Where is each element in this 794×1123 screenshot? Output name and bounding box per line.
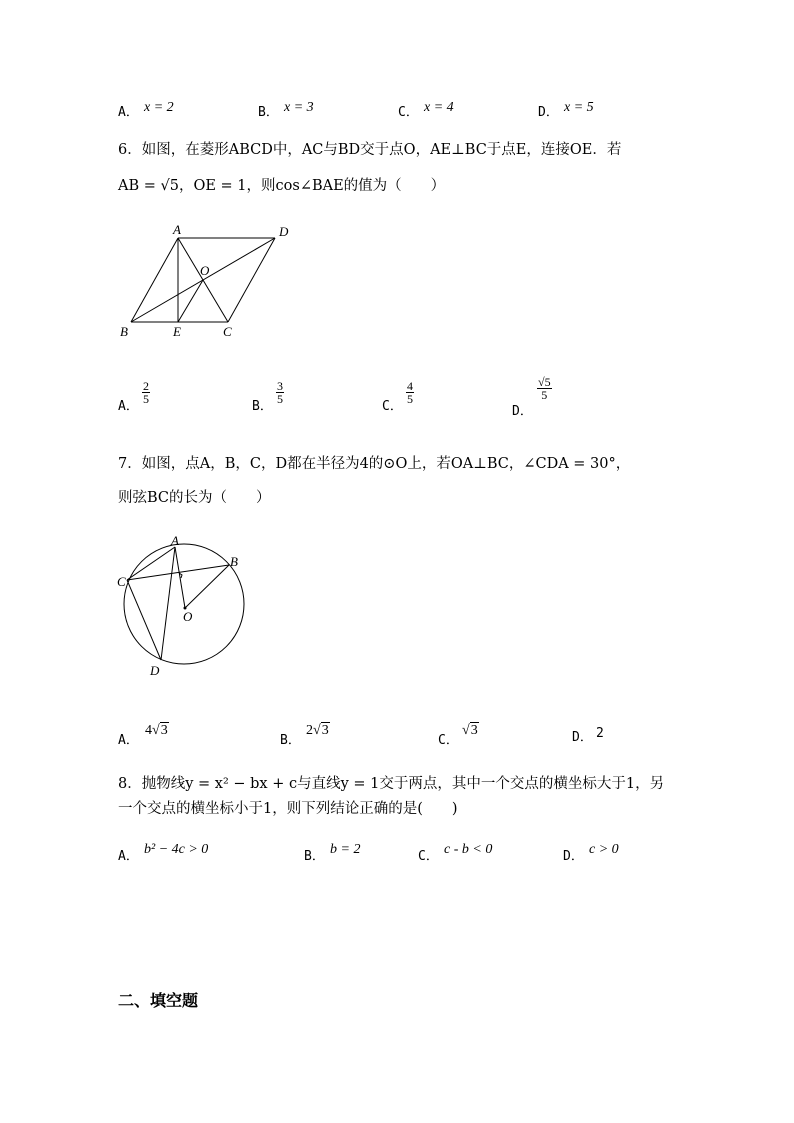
q5-option-c-text: x = 4 (424, 100, 454, 115)
q6-label-a: A (173, 222, 181, 237)
q7-segment-ad (161, 547, 175, 660)
q7-option-b-value: 2√3 (306, 723, 329, 738)
q6-option-d-letter: D． (512, 404, 533, 419)
q6-option-d-numerator: √5 (538, 375, 551, 389)
q8-option-b-text: b = 2 (330, 842, 361, 857)
q7-label-a: A (171, 533, 179, 548)
q6-label-d: D (279, 224, 289, 239)
q6-option-a-numerator: 2 (143, 379, 149, 393)
q6-label-b: B (120, 324, 128, 339)
q7-segment-ca (127, 547, 175, 580)
q6-stem-line-1: 6．如图，在菱形ABCD中，AC与BD交于点O，AE⊥BC于点E，连接OE．若 (118, 142, 622, 158)
q7-option-a-radicand: 3 (160, 723, 168, 738)
q8-stem-line-1: 8．抛物线y = x² − bx + c与直线y = 1交于两点，其中一个交点的横坐标大于1，另 (118, 776, 665, 792)
q7-option-c-value: √3 (462, 723, 478, 738)
q8-option-d-letter: D． (563, 849, 584, 864)
q7-stem-line-2: 则弦BC的长为（ ） (118, 490, 271, 506)
q7-label-d: D (150, 663, 160, 678)
q5-option-a-letter: A． (118, 105, 139, 120)
q8-option-a-letter: A． (118, 849, 139, 864)
q7-option-a-value: 4√3 (145, 723, 168, 738)
q5-option-a-text: x = 2 (144, 100, 174, 115)
q5-option-b-text: x = 3 (284, 100, 314, 115)
q8-stem-line-2: 一个交点的横坐标小于1，则下列结论正确的是( ) (118, 801, 458, 817)
q6-label-c: C (223, 324, 232, 339)
q5-option-d-text: x = 5 (564, 100, 594, 115)
q6-option-c-denominator: 5 (407, 392, 413, 406)
q8-option-c-text: c - b < 0 (444, 842, 493, 857)
q6-option-a-denominator: 5 (143, 392, 149, 406)
q7-option-c-radicand: 3 (470, 723, 478, 738)
q5-option-b-letter: B． (258, 105, 279, 120)
q6-option-c-letter: C． (382, 399, 403, 414)
q6-option-a-letter: A． (118, 399, 139, 414)
q7-option-a-letter: A． (118, 733, 139, 748)
q7-option-b-coef: 2 (306, 723, 313, 738)
q7-stem-line-1: 7．如图，点A，B，C，D都在半径为4的⊙O上，若OA⊥BC，∠CDA = 30°， (118, 456, 631, 472)
q5-option-c-letter: C． (398, 105, 419, 120)
q6-option-b-denominator: 5 (277, 392, 283, 406)
section-2-heading: 二、填空题 (118, 991, 199, 1010)
q7-segment-cd (127, 580, 161, 660)
q6-label-e: E (173, 324, 181, 339)
q6-option-b-numerator: 3 (277, 379, 283, 393)
q7-label-b: B (230, 554, 238, 569)
q7-radius-ob (185, 565, 229, 608)
q7-option-a-coef: 4 (145, 723, 152, 738)
q7-option-b-letter: B． (280, 733, 301, 748)
q6-label-o: O (200, 263, 210, 278)
q6-option-b-letter: B． (252, 399, 273, 414)
q6-stem-line-2: AB = √5，OE = 1，则cos∠BAE的值为（ ） (118, 178, 446, 194)
q7-option-c-letter: C． (438, 733, 459, 748)
q6-option-d-denominator: 5 (541, 388, 548, 402)
q5-option-d-letter: D． (538, 105, 559, 120)
q8-option-b-letter: B． (304, 849, 325, 864)
q7-label-c: C (117, 574, 126, 589)
q7-option-d-text: 2 (596, 726, 604, 741)
q7-label-o: O (183, 609, 193, 624)
q7-radius-oa (175, 547, 185, 608)
q7-option-b-radicand: 3 (321, 723, 329, 738)
q6-option-c-numerator: 4 (407, 379, 413, 393)
q8-option-c-letter: C． (418, 849, 439, 864)
q8-option-a-text: b² − 4c > 0 (144, 842, 209, 857)
q7-option-d-letter: D． (572, 730, 593, 745)
q8-option-d-text: c > 0 (589, 842, 619, 857)
